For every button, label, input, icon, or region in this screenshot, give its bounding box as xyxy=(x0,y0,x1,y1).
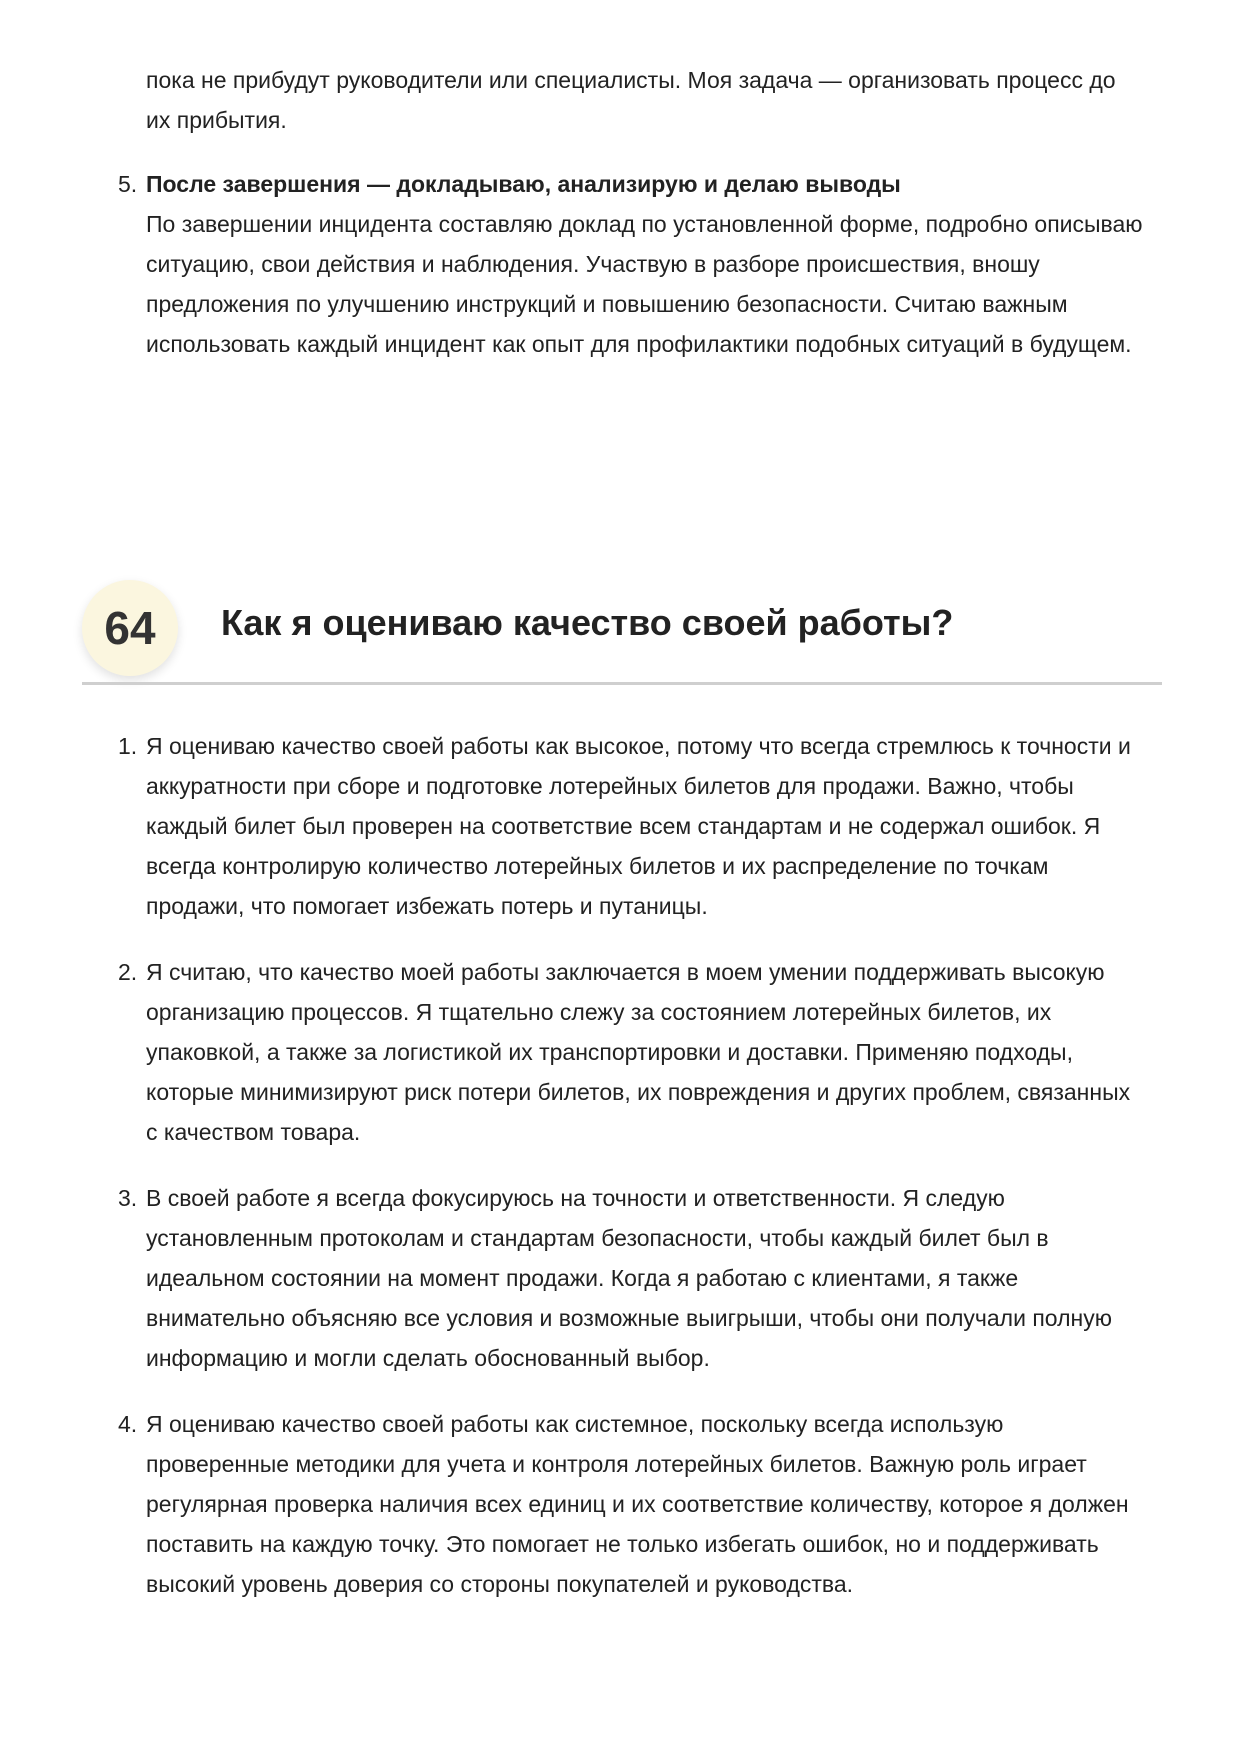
answer-number: 4. xyxy=(118,1411,138,1437)
question-number-badge: 64 xyxy=(82,580,178,676)
answer-item xyxy=(118,1178,1146,1378)
continued-paragraph: пока не прибудут руководители или специалисты. Моя задача — организовать процесс до их прибытия. xyxy=(146,67,1116,133)
question-header xyxy=(82,580,1162,682)
answer-text: Я считаю, что качество моей работы заключается в моем умении поддерживать высокую организацию процессов. Я тщательно слежу за состоянием лотерейных билетов, их упаковкой, а также за логистикой их транспортировки и доставки. Применяю подходы, которые минимизируют риск потери билетов, их повреждения и других проблем, связанных с качеством товара. xyxy=(146,959,1131,1145)
question-divider xyxy=(82,682,1162,685)
answer-number: 1. xyxy=(118,733,138,759)
answer-item xyxy=(118,952,1146,1152)
answer-item xyxy=(118,1404,1146,1604)
answer-item xyxy=(118,726,1146,926)
answer-number: 2. xyxy=(118,959,138,985)
list-item-title: После завершения — докладываю, анализирую и делаю выводы xyxy=(146,171,901,197)
answer-text: Я оцениваю качество своей работы как высокое, потому что всегда стремлюсь к точности и аккуратности при сборе и подготовке лотерейных билетов для продажи. Важно, чтобы каждый билет был проверен на соответствие всем стандартам и не содержал ошибок. Я всегда контролирую количество лотерейных билетов и их распределение по точкам продажи, что помогает избежать потерь и путаницы. xyxy=(146,733,1131,919)
question-title: Как я оцениваю качество своей работы? xyxy=(221,602,954,643)
answer-number: 3. xyxy=(118,1185,138,1211)
list-item-text: По завершении инцидента составляю доклад по установленной форме, подробно описываю ситуацию, свои действия и наблюдения. Участвую в разборе происшествия, вношу предложения по улучшению инструкций и повышению безопасности. Считаю важным использовать каждый инцидент как опыт для профилактики подобных ситуаций в будущем. xyxy=(146,211,1143,357)
answer-list xyxy=(118,726,1146,1630)
list-item-number: 5. xyxy=(118,171,138,197)
answer-text: Я оцениваю качество своей работы как системное, поскольку всегда использую проверенные методики для учета и контроля лотерейных билетов. Важную роль играет регулярная проверка наличия всех единиц и их соответствие количеству, которое я должен поставить на каждую точку. Это помогает не только избегать ошибок, но и поддерживать высокий уровень доверия со стороны покупателей и руководства. xyxy=(146,1411,1129,1597)
list-item-5 xyxy=(118,164,1146,364)
answer-text: В своей работе я всегда фокусируюсь на точности и ответственности. Я следую установленным протоколам и стандартам безопасности, чтобы каждый билет был в идеальном состоянии на момент продажи. Когда я работаю с клиентами, я также внимательно объясняю все условия и возможные выигрыши, чтобы они получали полную информацию и могли сделать обоснованный выбор. xyxy=(146,1185,1112,1371)
